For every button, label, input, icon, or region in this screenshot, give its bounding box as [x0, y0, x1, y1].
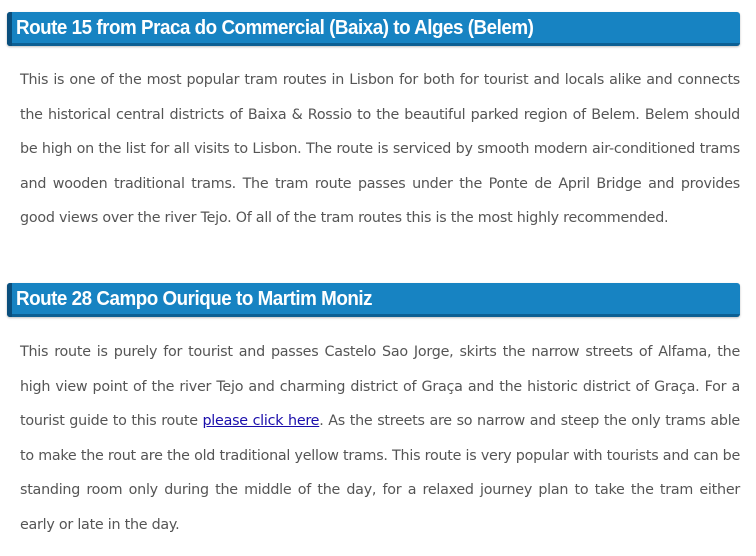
section-title: Route 28 Campo Ourique to Martim Moniz — [16, 288, 373, 310]
section-body-route-15: This is one of the most popular tram routes in Lisbon for both for tourist and locals alike and connects the historical central districts of Baixa & Rossio to the beautiful parked region of Belem. Belem should be high on the list for all visits to Lisbon. The route is serviced by smooth modern air-conditioned trams and wooden traditional trams. The tram route passes under the Ponte de April Bridge and provides good views over the river Tejo. Of all of the tram routes this is the most highly recommended. — [20, 72, 740, 227]
tourist-guide-link[interactable]: please click here — [202, 413, 320, 430]
section-body-route-28 — [20, 335, 740, 543]
section-title: Route 15 from Praca do Commercial (Baixa) to Alges (Belem) — [16, 17, 534, 39]
body-text-after-link: . As the streets are so narrow and steep the only trams able to make the rout are the old traditional yellow trams. This route is very popular with tourists and can be standing room only during the middle of the day, for a relaxed journey plan to take the tram either early or late in the day. — [20, 413, 740, 533]
body-text-before-link: This route is purely for tourist and passes Castelo Sao Jorge, skirts the narrow streets of Alfama, the high view point of the river Tejo and charming district of Graça and the historic district of Graça. For a tourist guide to this route — [20, 344, 740, 430]
section-header-route-15 — [7, 12, 740, 46]
section-header-route-28 — [7, 283, 740, 317]
